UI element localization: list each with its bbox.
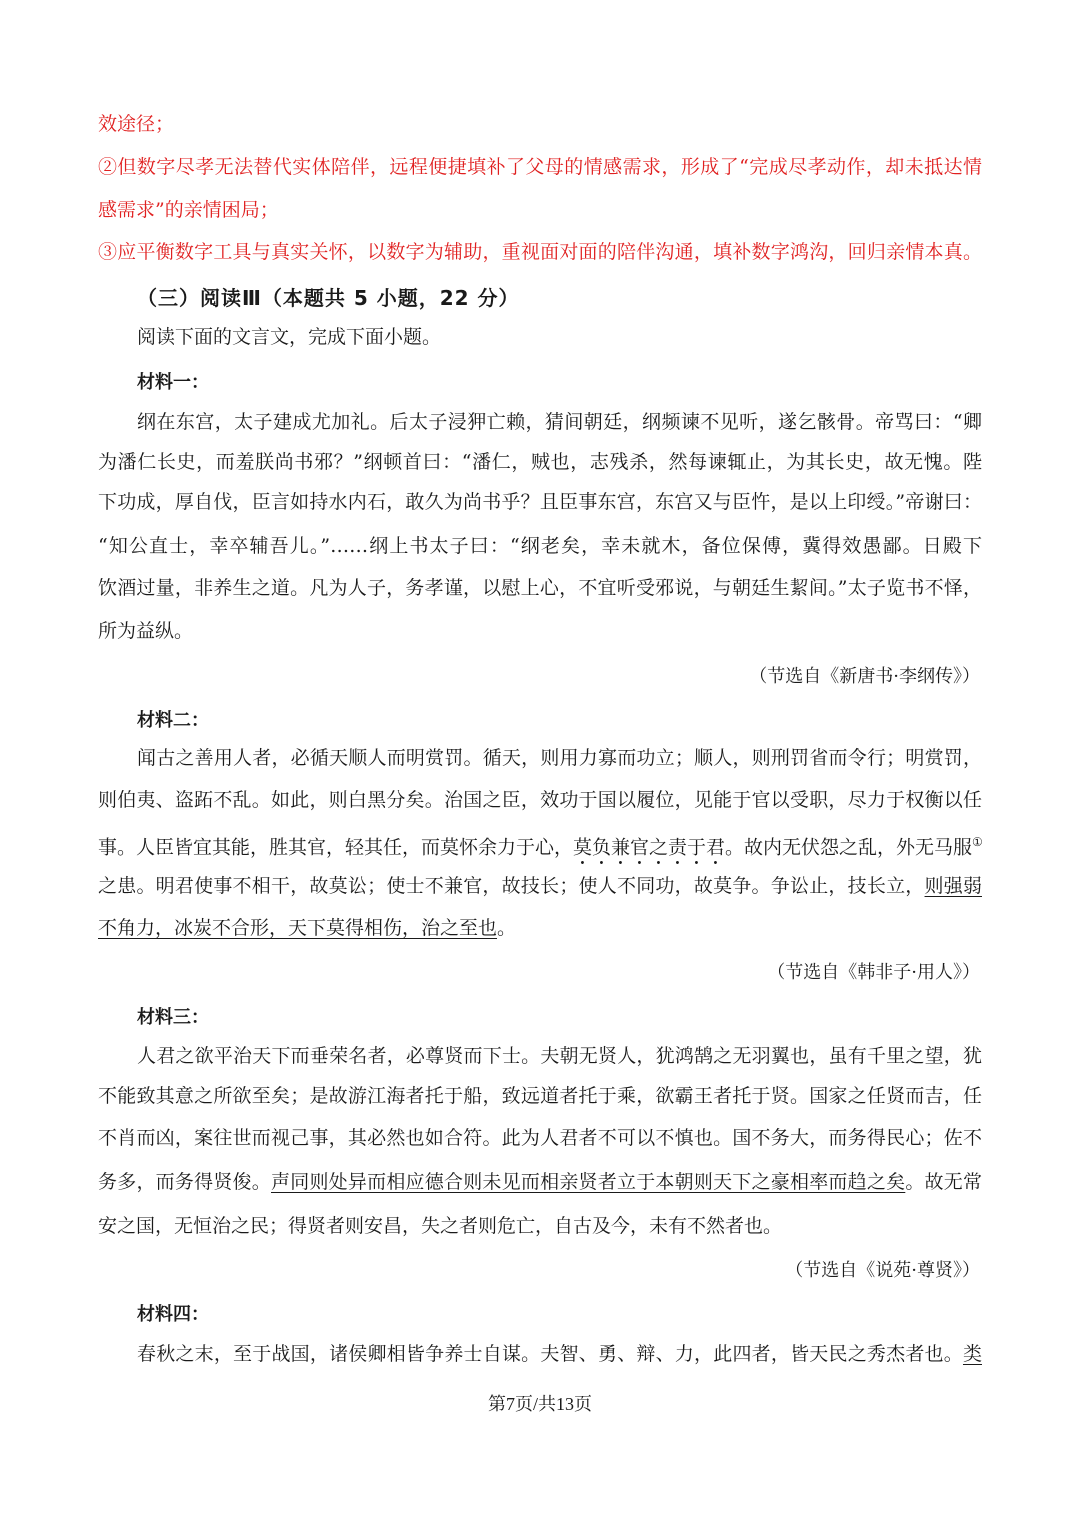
- material-4-line-1: [137, 1340, 982, 1368]
- material-1-line-2: 为潘仁长史，而羞朕尚书邪？”纲顿首曰：“潘仁，贼也，志残杀，然每谏辄止，为其长史，故无愧。陛: [98, 451, 982, 473]
- answer-line-3: 感需求”的亲情困局；: [98, 199, 279, 221]
- material-2-line-3-tail: 。故内无伏怨之乱，外无马服: [725, 836, 973, 859]
- material-1-label: 材料一：: [137, 372, 209, 393]
- instruction-text: 阅读下面的文言文，完成下面小题。: [137, 326, 442, 348]
- material-3-line-1: 人君之欲平治天下而垂荣名者，必尊贤而下士。夫朝无贤人，犹鸿鹄之无羽翼也，虽有千里之望，犹: [137, 1045, 982, 1067]
- material-3-label: 材料三：: [137, 1007, 209, 1028]
- material-2-line-5: [98, 914, 982, 942]
- material-2-line-3-text: 事。人臣皆宜其能，胜其官，轻其任，而莫怀余力于心，: [98, 836, 574, 859]
- material-1-line-3: 下功成，厚自伐，臣言如持水内石，敢久为尚书乎？且臣事东宫，东宫又与臣忤，是以上印绶。”帝谢曰：: [98, 491, 982, 513]
- material-1-source: （节选自《新唐书·李纲传》）: [749, 666, 980, 687]
- emphasis-dotted-phrase: 莫负兼官之责于君: [573, 836, 726, 859]
- answer-line-4: ③应平衡数字工具与真实关怀，以数字为辅助，重视面对面的陪伴沟通，填补数字鸿沟，回归亲情本真。: [98, 241, 982, 263]
- material-3-line-4: [98, 1168, 982, 1196]
- material-2-line-3: [98, 828, 982, 869]
- material-3-line-5: 安之国，无恒治之民；得贤者则安昌，失之者则危亡，自古及今，未有不然者也。: [98, 1215, 783, 1237]
- material-2-label: 材料二：: [137, 710, 209, 731]
- page-number-footer: 第7页/共13页: [487, 1394, 592, 1414]
- answer-line-1: 效途径；: [98, 113, 175, 135]
- underlined-unpunctuated-passage: 声同则处异而相应德合则未见而相亲贤者立于本朝则天下之豪相率而趋之矣: [271, 1171, 906, 1193]
- material-1-line-4: “知公直士，幸卒辅吾儿。”……纲上书太子曰：“纲老矣，幸未就木，备位保傅，冀得效愚鄙。日殿下: [98, 535, 982, 557]
- material-3-line-2: 不能致其意之所欲至矣；是故游江海者托于船，致远道者托于乘，欲霸王者托于贤。国家之任贤而吉，任: [98, 1085, 982, 1107]
- underlined-sentence-part-1: 则强弱: [924, 875, 982, 897]
- section-title: （三）阅读Ⅲ（本题共 5 小题，22 分）: [137, 286, 520, 310]
- material-2-source: （节选自《韩非子·用人》）: [767, 962, 980, 983]
- material-3-line-3: 不肖而凶，案往世而视己事，其必然也如合符。此为人君者不可以不慎也。国不务大，而务得民心；佐不: [98, 1127, 982, 1149]
- material-1-line-1: 纲在东宫，太子建成尤加礼。后太子浸狎亡赖，猜间朝廷，纲频谏不见听，遂乞骸骨。帝骂曰：“卿: [137, 411, 982, 433]
- material-3-line-4-text: 务多，而务得贤俊。: [98, 1171, 271, 1193]
- footnote-marker: ①: [972, 835, 983, 849]
- material-3-line-4-tail: 。故无常: [905, 1171, 982, 1193]
- material-1-line-6: 所为益纵。: [98, 620, 194, 642]
- material-2-line-2: 则伯夷、盗跖不乱。如此，则白黑分矣。治国之臣，效功于国以履位，见能于官以受职，尽力于权衡以任: [98, 789, 982, 811]
- material-2-line-4: [98, 872, 982, 900]
- material-2-line-1: 闻古之善用人者，必循天顺人而明赏罚。循天，则用力寡而功立；顺人，则刑罚省而令行；明赏罚，: [137, 747, 982, 769]
- material-2-line-5-end: 。: [497, 917, 517, 939]
- material-4-label: 材料四：: [137, 1304, 209, 1325]
- underlined-sentence-start: 类: [962, 1343, 982, 1365]
- material-1-line-5: 饮酒过量，非养生之道。凡为人子，务孝谨，以慰上心，不宜听受邪说，与朝廷生絜间。”太子览书不怿，: [98, 577, 982, 599]
- material-3-source: （节选自《说苑·尊贤》）: [785, 1260, 980, 1281]
- underlined-sentence-part-2: 不角力，冰炭不合形，天下莫得相伤，治之至也: [98, 917, 498, 939]
- answer-line-2: ②但数字尽孝无法替代实体陪伴，远程便捷填补了父母的情感需求，形成了“完成尽孝动作，却未抵达情: [98, 156, 982, 178]
- material-4-line-1-text: 春秋之末，至于战国，诸侯卿相皆争养士自谋。夫智、勇、辩、力，此四者，皆天民之秀杰者也。: [137, 1343, 963, 1365]
- material-2-line-4-text: 之患。明君使事不相干，故莫讼；使士不兼官，故技长；使人不同功，故莫争。争讼止，技长立，: [98, 875, 925, 897]
